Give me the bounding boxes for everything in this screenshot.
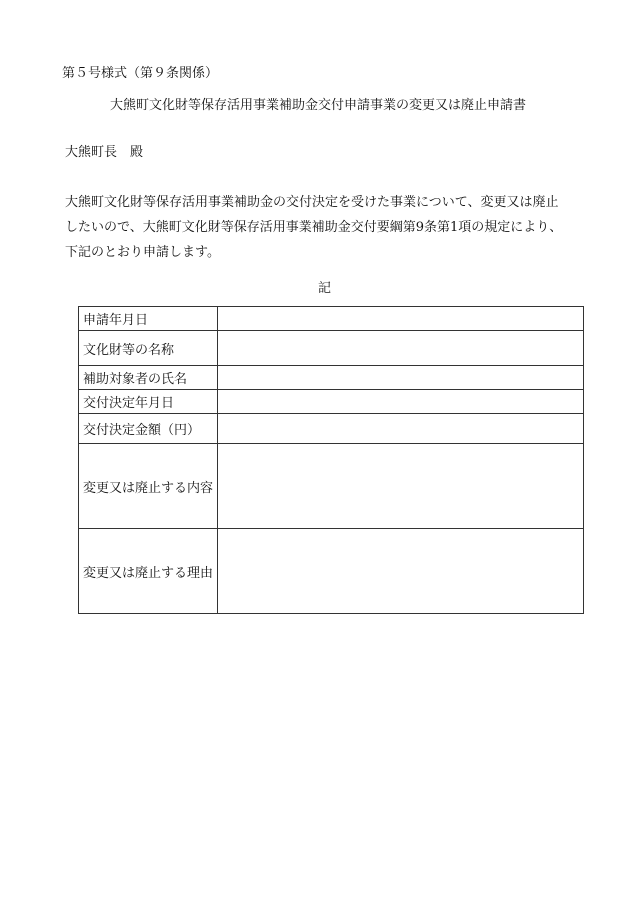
label-application-date: 申請年月日 xyxy=(79,307,218,331)
label-recipient-name: 補助対象者の氏名 xyxy=(79,366,218,390)
label-change-content: 変更又は廃止する内容 xyxy=(79,444,218,529)
application-form-table xyxy=(78,306,584,614)
field-decision-date[interactable] xyxy=(218,390,584,414)
field-application-date[interactable] xyxy=(218,307,584,331)
form-number: 第５号様式（第９条関係） xyxy=(62,66,219,81)
field-decision-amount[interactable] xyxy=(218,414,584,444)
document-title: 大熊町文化財等保存活用事業補助金交付申請事業の変更又は廃止申請書 xyxy=(110,98,527,113)
field-change-reason[interactable] xyxy=(218,529,584,614)
form-row-property-name xyxy=(79,331,584,366)
field-change-content[interactable] xyxy=(218,444,584,529)
label-decision-date: 交付決定年月日 xyxy=(79,390,218,414)
field-recipient-name[interactable] xyxy=(218,366,584,390)
statement-line-1: 大熊町文化財等保存活用事業補助金の交付決定を受けた事業について、変更又は廃止 xyxy=(65,195,559,210)
form-row-change-content xyxy=(79,444,584,529)
form-row-change-reason xyxy=(79,529,584,614)
field-property-name[interactable] xyxy=(218,331,584,366)
label-decision-amount: 交付決定金額（円） xyxy=(79,414,218,444)
statement-line-2: したいので、大熊町文化財等保存活用事業補助金交付要綱第9条第1項の規定により、 xyxy=(65,220,563,235)
addressee: 大熊町長 殿 xyxy=(65,145,144,160)
form-row-application-date xyxy=(79,307,584,331)
application-statement xyxy=(65,190,585,265)
form-row-decision-amount xyxy=(79,414,584,444)
form-row-recipient-name xyxy=(79,366,584,390)
statement-line-3: 下記のとおり申請します。 xyxy=(65,245,220,260)
form-row-decision-date xyxy=(79,390,584,414)
label-change-reason: 変更又は廃止する理由 xyxy=(79,529,218,614)
label-property-name: 文化財等の名称 xyxy=(79,331,218,366)
ki-heading: 記 xyxy=(318,281,332,296)
